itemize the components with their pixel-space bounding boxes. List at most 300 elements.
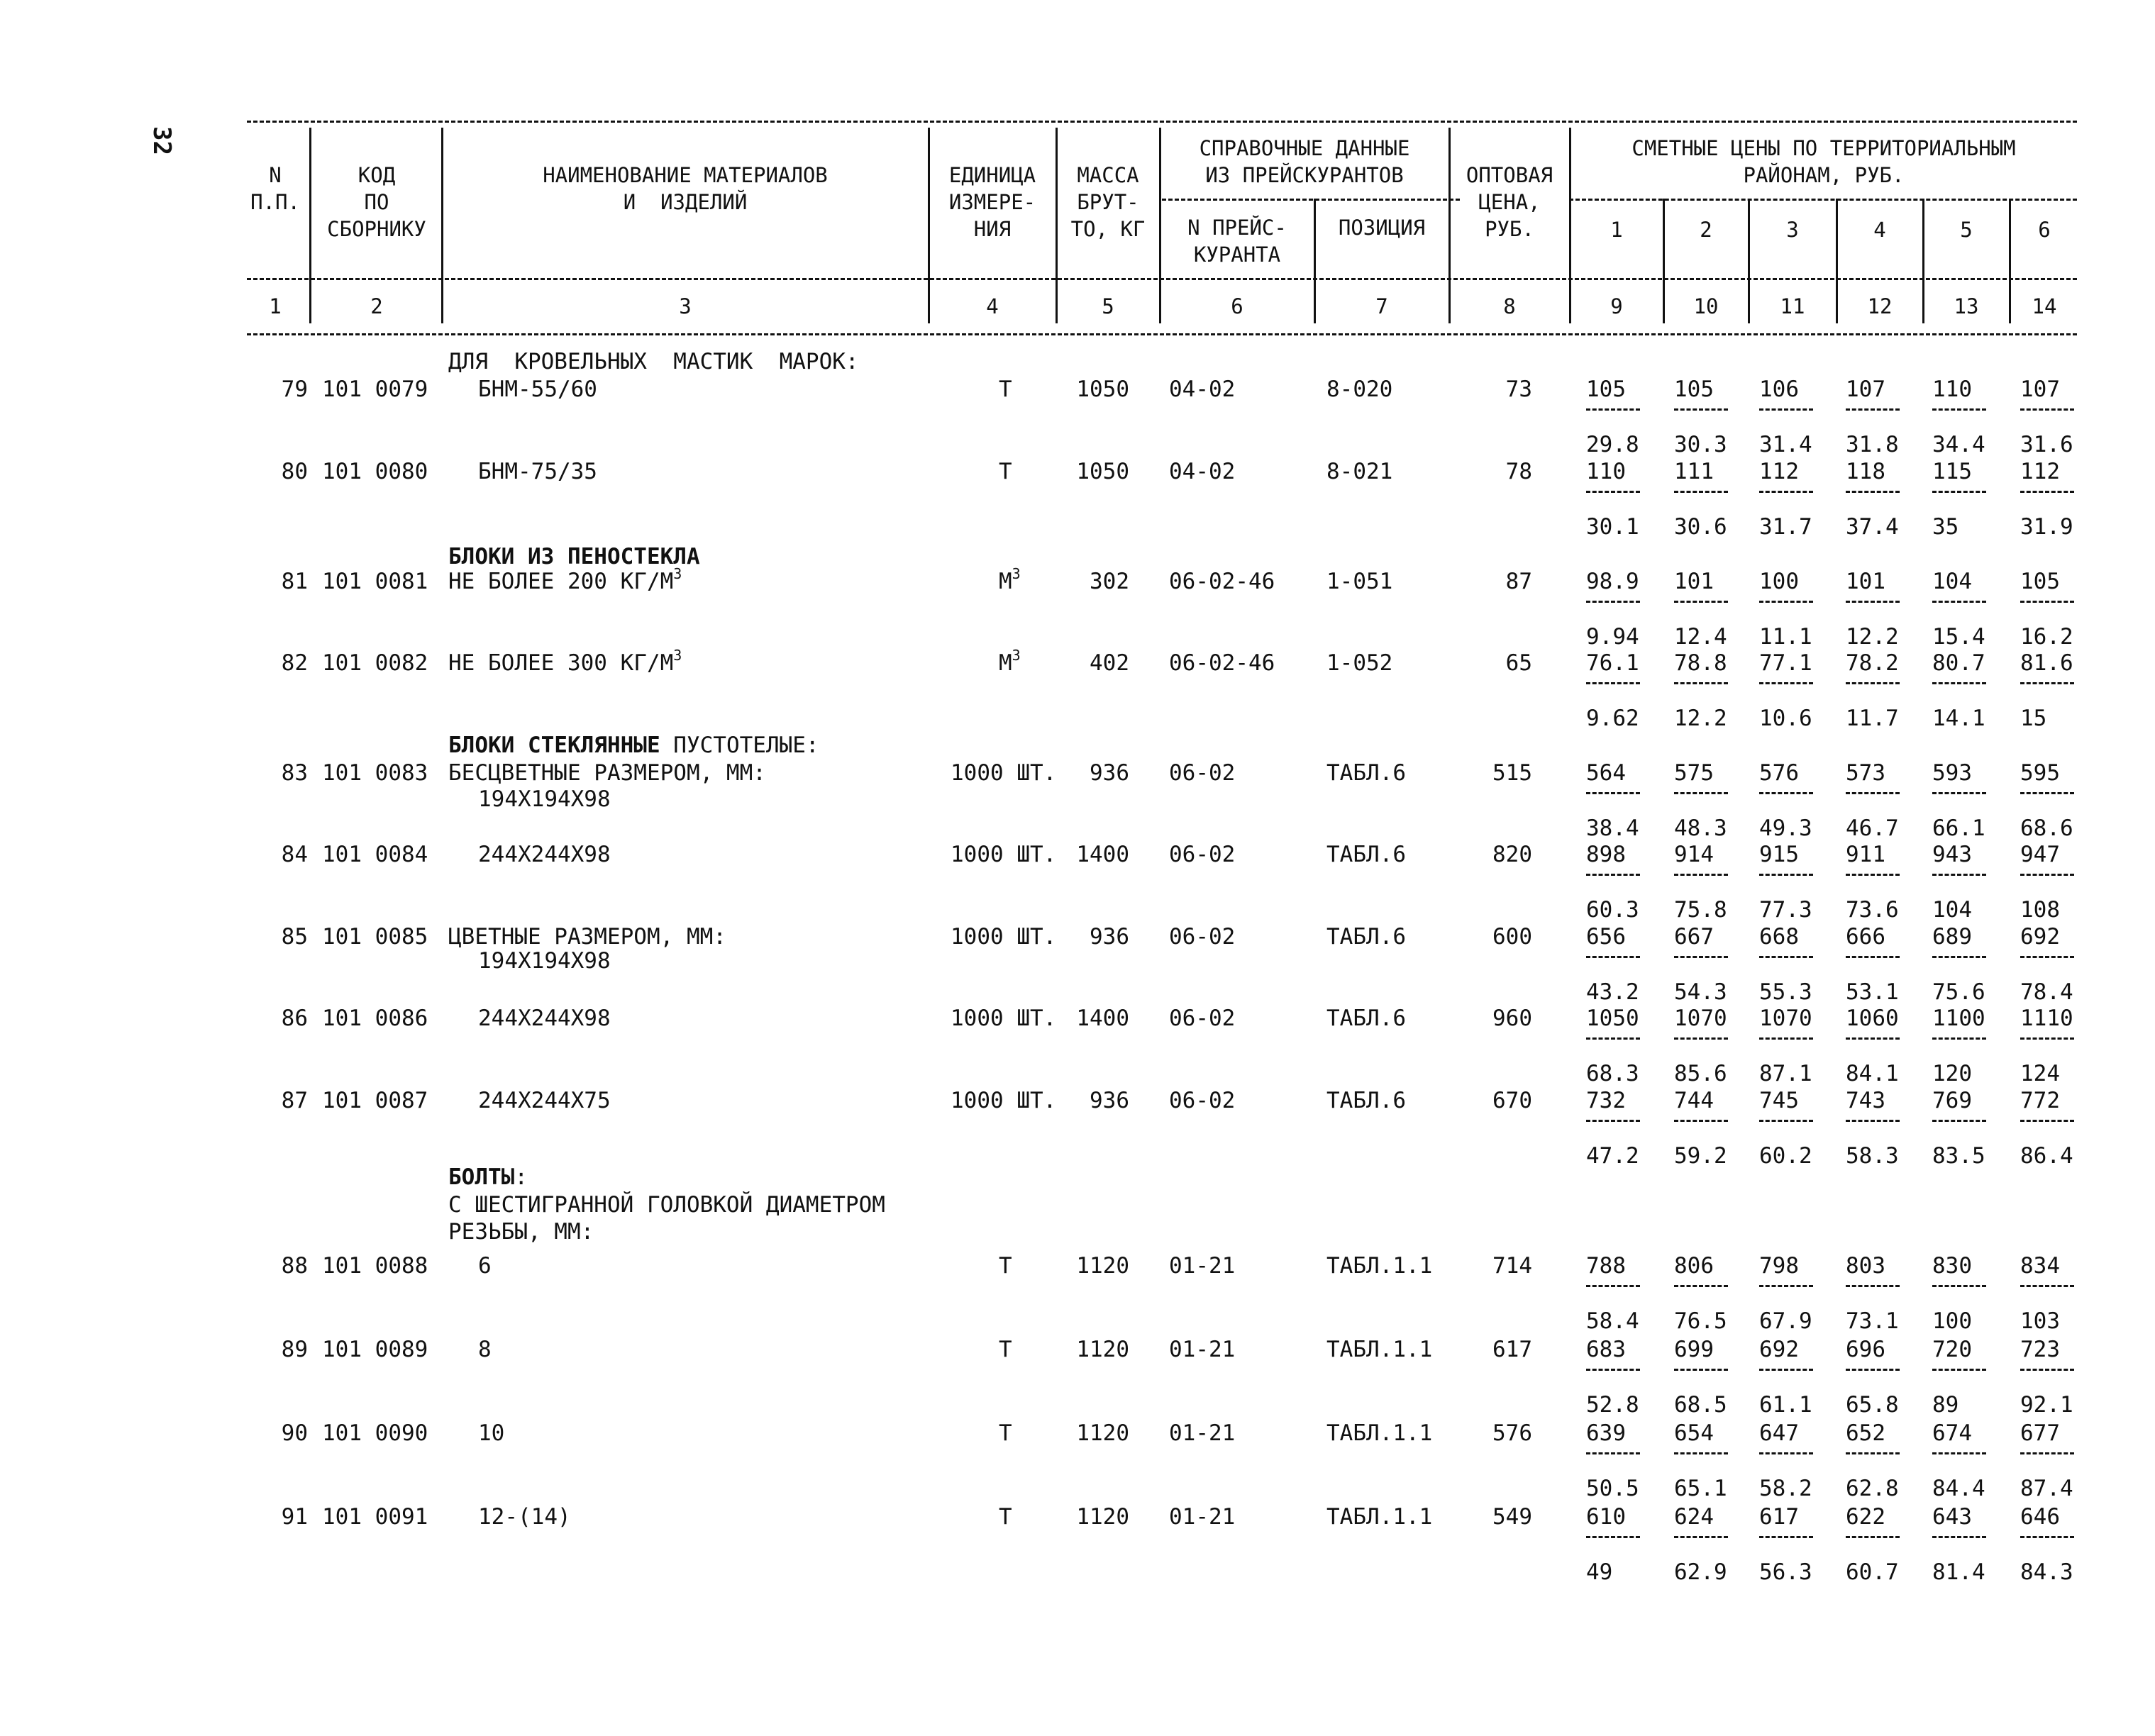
row-name-text: НЕ БОЛЕЕ 200 КГ/М — [448, 569, 674, 594]
header-rule-1 — [247, 278, 2077, 280]
row-unit-text: М — [999, 650, 1012, 676]
row-region-6-labor: 108 — [2020, 897, 2060, 923]
row-region-5-labor: 15.4 — [1932, 624, 1985, 650]
row-unit-text: М — [999, 569, 1012, 594]
row-region-3-price: 106 — [1759, 377, 1799, 402]
row-position: 8-020 — [1326, 377, 1393, 402]
row-region-1-price: 564 — [1586, 760, 1626, 786]
row-region-3-labor: 87.1 — [1759, 1061, 1812, 1086]
row-name — [448, 565, 682, 594]
row-unit — [951, 844, 1056, 866]
row-region-4-price: 101 — [1846, 569, 1885, 594]
row-region-3-fraction-line — [1759, 1369, 1813, 1371]
row-number: 83 — [281, 760, 308, 786]
row-region-4-fraction-line — [1846, 601, 1900, 603]
header-col-9-14-group-line-0: СМЕТНЫЕ ЦЕНЫ ПО ТЕРРИТОРИАЛЬНЫМ — [1632, 136, 2016, 160]
section-bolts-rest: : — [514, 1164, 528, 1190]
row-unit-text: 1000 ШТ. — [951, 1088, 1057, 1113]
row-unit — [999, 461, 1012, 483]
row-unit-text: Т — [999, 1337, 1012, 1362]
column-rule-8 — [1663, 199, 1665, 323]
row-wholesale-price: 78 — [1505, 459, 1532, 484]
row-region-1-labor: 49 — [1586, 1559, 1613, 1585]
header-col-4-line-1: ИЗМЕРЕ- — [948, 190, 1036, 214]
row-region-6-price: 834 — [2020, 1253, 2060, 1279]
header-col-4-line-2: НИЯ — [973, 217, 1012, 241]
row-number: 90 — [281, 1420, 308, 1446]
row-price-list: 01-21 — [1169, 1253, 1236, 1279]
header-col-number-2: 2 — [370, 294, 383, 318]
row-name-superscript: 3 — [673, 565, 682, 582]
row-region-3-labor: 58.2 — [1759, 1476, 1812, 1501]
row-region-2-labor: 30.3 — [1674, 432, 1727, 457]
row-mass: 402 — [1090, 650, 1129, 676]
row-region-4-fraction-line — [1846, 1452, 1900, 1454]
row-region-6-fraction-line — [2020, 1452, 2074, 1454]
row-region-6-fraction-line — [2020, 874, 2074, 876]
row-name-text: 244X244X75 — [478, 1088, 611, 1113]
row-code: 101 0079 — [322, 377, 428, 402]
row-region-5-price: 115 — [1932, 459, 1972, 484]
row-region-1-labor: 38.4 — [1586, 816, 1639, 841]
row-region-5-price: 943 — [1932, 842, 1972, 867]
row-region-6-labor: 78.4 — [2020, 979, 2073, 1005]
row-mass: 936 — [1090, 924, 1129, 950]
row-region-2-labor: 68.5 — [1674, 1392, 1727, 1418]
row-region-3-fraction-line — [1759, 1037, 1813, 1040]
row-region-5-fraction-line — [1932, 491, 1986, 493]
row-region-2-fraction-line — [1674, 1369, 1728, 1371]
row-region-5-labor: 120 — [1932, 1061, 1972, 1086]
row-region-4-fraction-line — [1846, 491, 1900, 493]
header-col-8 — [1450, 162, 1569, 243]
row-region-3-price: 77.1 — [1759, 650, 1812, 676]
row-region-1-labor: 52.8 — [1586, 1392, 1639, 1418]
row-region-1-price: 639 — [1586, 1420, 1626, 1446]
header-col-4-line-0: ЕДИНИЦА — [948, 163, 1036, 187]
row-region-1-fraction-line — [1586, 682, 1640, 684]
row-code: 101 0084 — [322, 842, 428, 867]
row-region-6-labor: 103 — [2020, 1308, 2060, 1334]
row-region-3-price: 112 — [1759, 459, 1799, 484]
row-region-2-labor: 85.6 — [1674, 1061, 1727, 1086]
row-region-1-fraction-line — [1586, 956, 1640, 958]
row-region-5-fraction-line — [1932, 956, 1986, 958]
row-region-5-price: 104 — [1932, 569, 1972, 594]
row-code: 101 0086 — [322, 1006, 428, 1031]
row-price-list: 06-02 — [1169, 924, 1236, 950]
row-number: 86 — [281, 1006, 308, 1031]
row-number: 79 — [281, 377, 308, 402]
row-region-4-labor: 62.8 — [1846, 1476, 1899, 1501]
row-region-2-fraction-line — [1674, 1120, 1728, 1122]
row-region-1-labor: 47.2 — [1586, 1143, 1639, 1169]
row-name — [478, 1090, 611, 1112]
row-region-6-fraction-line — [2020, 792, 2074, 794]
row-wholesale-price: 617 — [1492, 1337, 1532, 1362]
row-region-5-price: 1100 — [1932, 1006, 1985, 1031]
header-col-6-7-group-line-1: ИЗ ПРЕЙСКУРАНТОВ — [1205, 163, 1404, 187]
column-rule-0 — [309, 128, 311, 323]
row-code: 101 0080 — [322, 459, 428, 484]
header-col-5-line-2: ТО, КГ — [1070, 217, 1146, 241]
row-region-3-labor: 55.3 — [1759, 979, 1812, 1005]
row-region-4-fraction-line — [1846, 874, 1900, 876]
row-name-text: БНМ-75/35 — [478, 459, 597, 484]
row-region-5-labor: 83.5 — [1932, 1143, 1985, 1169]
row-name-text: 12-(14) — [478, 1504, 571, 1530]
row-mass: 1050 — [1076, 459, 1129, 484]
row-region-4-price: 743 — [1846, 1088, 1885, 1113]
row-region-1-fraction-line — [1586, 408, 1640, 411]
row-wholesale-price: 600 — [1492, 924, 1532, 950]
header-col-3 — [443, 162, 928, 216]
row-mass: 936 — [1090, 760, 1129, 786]
row-region-5-fraction-line — [1932, 1285, 1986, 1287]
row-region-5-price: 769 — [1932, 1088, 1972, 1113]
row-region-1-labor: 68.3 — [1586, 1061, 1639, 1086]
row-wholesale-price: 960 — [1492, 1006, 1532, 1031]
header-col-2-line-1: ПО — [364, 190, 389, 214]
header-region-6: 6 — [2038, 218, 2051, 242]
row-region-2-fraction-line — [1674, 792, 1728, 794]
row-region-6-price: 772 — [2020, 1088, 2060, 1113]
row-region-4-price: 911 — [1846, 842, 1885, 867]
header-col-2 — [312, 162, 441, 243]
row-unit — [999, 1339, 1012, 1361]
row-region-2-price: 744 — [1674, 1088, 1714, 1113]
row-region-6-fraction-line — [2020, 408, 2074, 411]
row-region-4-labor: 60.7 — [1846, 1559, 1899, 1585]
row-mass: 1050 — [1076, 377, 1129, 402]
row-region-6-fraction-line — [2020, 1037, 2074, 1040]
row-region-3-fraction-line — [1759, 792, 1813, 794]
header-col-number-14: 14 — [2032, 294, 2057, 318]
row-region-3-labor: 60.2 — [1759, 1143, 1812, 1169]
row-number: 89 — [281, 1337, 308, 1362]
row-region-4-fraction-line — [1846, 1369, 1900, 1371]
row-region-4-fraction-line — [1846, 682, 1900, 684]
row-region-5-labor: 14.1 — [1932, 706, 1985, 731]
row-region-5-labor: 34.4 — [1932, 432, 1985, 457]
header-col-6 — [1160, 214, 1314, 268]
row-region-6-price: 107 — [2020, 377, 2060, 402]
row-region-1-labor: 58.4 — [1586, 1308, 1639, 1334]
row-wholesale-price: 515 — [1492, 760, 1532, 786]
header-col-8-line-2: РУБ. — [1485, 217, 1534, 241]
header-region-2: 2 — [1700, 218, 1712, 242]
row-region-6-labor: 92.1 — [2020, 1392, 2073, 1418]
row-region-5-labor: 89 — [1932, 1392, 1959, 1418]
header-region-3: 3 — [1786, 218, 1799, 242]
row-region-5-price: 643 — [1932, 1504, 1972, 1530]
row-name — [448, 926, 726, 948]
row-region-5-labor: 84.4 — [1932, 1476, 1985, 1501]
row-region-6-fraction-line — [2020, 601, 2074, 603]
row-region-1-fraction-line — [1586, 1536, 1640, 1538]
row-region-5-labor: 81.4 — [1932, 1559, 1985, 1585]
row-mass: 1120 — [1076, 1253, 1129, 1279]
row-number: 80 — [281, 459, 308, 484]
row-region-2-labor: 65.1 — [1674, 1476, 1727, 1501]
row-unit — [999, 647, 1021, 676]
row-region-3-fraction-line — [1759, 1120, 1813, 1122]
row-region-2-fraction-line — [1674, 682, 1728, 684]
row-code: 101 0081 — [322, 569, 428, 594]
row-region-5-price: 689 — [1932, 924, 1972, 950]
row-unit-text: 1000 ШТ. — [951, 760, 1057, 786]
row-region-6-price: 677 — [2020, 1420, 2060, 1446]
row-region-4-price: 78.2 — [1846, 650, 1899, 676]
row-region-3-labor: 67.9 — [1759, 1308, 1812, 1334]
row-region-4-labor: 73.1 — [1846, 1308, 1899, 1334]
header-region-1: 1 — [1610, 218, 1623, 242]
row-number: 82 — [281, 650, 308, 676]
row-region-1-price: 732 — [1586, 1088, 1626, 1113]
row-number: 85 — [281, 924, 308, 950]
row-region-6-labor: 87.4 — [2020, 1476, 2073, 1501]
row-price-list: 06-02-46 — [1169, 569, 1275, 594]
row-name — [478, 1506, 571, 1528]
row-region-5-labor: 100 — [1932, 1308, 1972, 1334]
section-foam-glass-heading: БЛОКИ ИЗ ПЕНОСТЕКЛА — [448, 544, 700, 569]
header-col-number-4: 4 — [986, 294, 999, 318]
row-code: 101 0091 — [322, 1504, 428, 1530]
row-region-1-labor: 9.62 — [1586, 706, 1639, 731]
header-region-4: 4 — [1873, 218, 1886, 242]
header-col-number-10: 10 — [1693, 294, 1719, 318]
row-name — [478, 1420, 505, 1446]
row-unit-text: Т — [999, 1420, 1012, 1446]
row-region-2-labor: 59.2 — [1674, 1143, 1727, 1169]
row-code: 101 0090 — [322, 1420, 428, 1446]
row-wholesale-price: 820 — [1492, 842, 1532, 867]
row-code: 101 0083 — [322, 760, 428, 786]
row-mass: 936 — [1090, 1088, 1129, 1113]
row-85-name-line2: 194X194X98 — [478, 948, 611, 974]
row-region-4-price: 622 — [1846, 1504, 1885, 1530]
row-region-6-labor: 15 — [2020, 706, 2047, 731]
row-region-1-labor: 9.94 — [1586, 624, 1639, 650]
row-region-4-labor: 11.7 — [1846, 706, 1899, 731]
row-name-text: 8 — [478, 1337, 492, 1362]
row-region-2-labor: 75.8 — [1674, 897, 1727, 923]
row-region-6-fraction-line — [2020, 1285, 2074, 1287]
row-region-1-fraction-line — [1586, 1452, 1640, 1454]
row-name-text: 10 — [478, 1420, 505, 1446]
row-price-list: 04-02 — [1169, 377, 1236, 402]
row-region-1-fraction-line — [1586, 601, 1640, 603]
row-position: ТАБЛ.1.1 — [1326, 1337, 1433, 1362]
row-region-6-fraction-line — [2020, 682, 2074, 684]
header-col-1-line-0: N — [269, 163, 282, 187]
section-glass-blocks-rest: ПУСТОТЕЛЫЕ: — [660, 733, 819, 758]
row-region-2-labor: 76.5 — [1674, 1308, 1727, 1334]
row-region-1-price: 76.1 — [1586, 650, 1639, 676]
row-region-1-fraction-line — [1586, 792, 1640, 794]
row-code: 101 0088 — [322, 1253, 428, 1279]
row-region-6-fraction-line — [2020, 491, 2074, 493]
row-region-4-labor: 53.1 — [1846, 979, 1899, 1005]
row-region-5-price: 593 — [1932, 760, 1972, 786]
row-region-2-fraction-line — [1674, 1536, 1728, 1538]
row-region-6-fraction-line — [2020, 1120, 2074, 1122]
row-region-2-fraction-line — [1674, 1452, 1728, 1454]
row-region-2-price: 101 — [1674, 569, 1714, 594]
row-region-6-price: 692 — [2020, 924, 2060, 950]
row-region-3-fraction-line — [1759, 1452, 1813, 1454]
row-region-6-fraction-line — [2020, 1369, 2074, 1371]
row-region-3-labor: 11.1 — [1759, 624, 1812, 650]
row-region-4-fraction-line — [1846, 1037, 1900, 1040]
row-region-3-fraction-line — [1759, 1285, 1813, 1287]
column-rule-2 — [928, 128, 930, 323]
column-rule-11 — [1922, 199, 1924, 323]
column-rule-12 — [2009, 199, 2011, 323]
section-mastic-heading: ДЛЯ КРОВЕЛЬНЫХ МАСТИК МАРОК: — [448, 349, 859, 374]
row-mass: 1400 — [1076, 842, 1129, 867]
row-number: 81 — [281, 569, 308, 594]
header-rule-3 — [1162, 199, 1460, 201]
row-region-3-labor: 10.6 — [1759, 706, 1812, 731]
row-region-1-price: 683 — [1586, 1337, 1626, 1362]
row-unit-text: 1000 ШТ. — [951, 924, 1057, 950]
row-unit-text: 1000 ШТ. — [951, 1006, 1057, 1031]
row-region-2-labor: 30.6 — [1674, 514, 1727, 540]
row-region-1-fraction-line — [1586, 1285, 1640, 1287]
row-region-3-price: 576 — [1759, 760, 1799, 786]
header-col-number-8: 8 — [1503, 294, 1516, 318]
row-name — [478, 379, 597, 401]
row-name-superscript: 3 — [673, 647, 682, 664]
row-region-3-fraction-line — [1759, 1536, 1813, 1538]
row-83-name-line2: 194X194X98 — [478, 786, 611, 812]
row-region-1-fraction-line — [1586, 491, 1640, 493]
row-region-4-price: 107 — [1846, 377, 1885, 402]
row-region-3-fraction-line — [1759, 491, 1813, 493]
row-mass: 302 — [1090, 569, 1129, 594]
row-region-2-price: 806 — [1674, 1253, 1714, 1279]
row-region-3-fraction-line — [1759, 682, 1813, 684]
row-region-3-fraction-line — [1759, 408, 1813, 411]
row-unit — [999, 379, 1012, 401]
row-region-5-labor: 75.6 — [1932, 979, 1985, 1005]
header-col-2-line-2: СБОРНИКУ — [327, 217, 426, 241]
row-region-6-price: 595 — [2020, 760, 2060, 786]
row-region-2-fraction-line — [1674, 956, 1728, 958]
row-region-3-price: 692 — [1759, 1337, 1799, 1362]
row-region-2-price: 78.8 — [1674, 650, 1727, 676]
header-col-4 — [929, 162, 1056, 243]
row-region-5-price: 830 — [1932, 1253, 1972, 1279]
row-name-text: НЕ БОЛЕЕ 300 КГ/М — [448, 650, 674, 676]
header-rule-0 — [247, 121, 2077, 123]
header-col-2-line-0: КОД — [358, 163, 396, 187]
row-region-4-price: 1060 — [1846, 1006, 1899, 1031]
header-col-6-line-1: КУРАНТА — [1193, 243, 1281, 267]
column-rule-1 — [441, 128, 443, 323]
row-region-5-fraction-line — [1932, 408, 1986, 411]
row-region-4-price: 696 — [1846, 1337, 1885, 1362]
row-wholesale-price: 714 — [1492, 1253, 1532, 1279]
header-col-6-7-group-line-0: СПРАВОЧНЫЕ ДАННЫЕ — [1199, 136, 1410, 160]
row-unit-text: Т — [999, 1504, 1012, 1530]
header-col-1-line-1: П.П. — [250, 190, 300, 214]
header-col-9-14-group — [1570, 135, 2077, 189]
row-mass: 1120 — [1076, 1504, 1129, 1530]
row-region-5-fraction-line — [1932, 874, 1986, 876]
row-position: 1-052 — [1326, 650, 1393, 676]
row-region-4-fraction-line — [1846, 1536, 1900, 1538]
row-unit — [951, 1008, 1056, 1030]
row-name-text: 244X244X98 — [478, 1006, 611, 1031]
header-col-number-12: 12 — [1867, 294, 1893, 318]
row-name — [478, 461, 597, 483]
header-col-9-14-group-line-1: РАЙОНАМ, РУБ. — [1743, 163, 1905, 187]
row-region-4-labor: 31.8 — [1846, 432, 1899, 457]
row-region-6-price: 723 — [2020, 1337, 2060, 1362]
column-rule-9 — [1748, 199, 1750, 323]
row-mass: 1120 — [1076, 1337, 1129, 1362]
row-region-5-price: 674 — [1932, 1420, 1972, 1446]
header-col-1 — [241, 162, 309, 216]
row-region-5-price: 80.7 — [1932, 650, 1985, 676]
row-region-6-fraction-line — [2020, 1536, 2074, 1538]
column-rule-3 — [1056, 128, 1058, 323]
row-name-text: 6 — [478, 1253, 492, 1279]
column-rule-7 — [1569, 128, 1571, 323]
row-region-5-fraction-line — [1932, 1369, 1986, 1371]
row-region-3-price: 798 — [1759, 1253, 1799, 1279]
row-region-6-price: 112 — [2020, 459, 2060, 484]
row-name — [478, 844, 611, 866]
row-region-5-labor: 104 — [1932, 897, 1972, 923]
header-col-7 — [1315, 214, 1448, 241]
row-position: ТАБЛ.1.1 — [1326, 1253, 1433, 1279]
row-region-3-price: 745 — [1759, 1088, 1799, 1113]
row-region-4-price: 573 — [1846, 760, 1885, 786]
row-region-5-labor: 35 — [1932, 514, 1959, 540]
row-name — [478, 1339, 492, 1361]
row-region-4-labor: 73.6 — [1846, 897, 1899, 923]
row-unit-text: Т — [999, 377, 1012, 402]
row-region-6-labor: 68.6 — [2020, 816, 2073, 841]
row-region-5-fraction-line — [1932, 601, 1986, 603]
row-region-2-labor: 12.4 — [1674, 624, 1727, 650]
row-price-list: 06-02-46 — [1169, 650, 1275, 676]
header-col-number-9: 9 — [1610, 294, 1623, 318]
row-region-2-price: 654 — [1674, 1420, 1714, 1446]
row-unit — [951, 926, 1056, 948]
row-name — [448, 762, 766, 784]
row-name — [478, 1008, 611, 1030]
row-price-list: 01-21 — [1169, 1337, 1236, 1362]
header-col-3-line-1: И ИЗДЕЛИЙ — [623, 190, 748, 214]
header-col-5-line-1: БРУТ- — [1077, 190, 1139, 214]
row-region-4-price: 652 — [1846, 1420, 1885, 1446]
row-position: ТАБЛ.6 — [1326, 924, 1406, 950]
row-region-6-fraction-line — [2020, 956, 2074, 958]
row-region-2-labor: 48.3 — [1674, 816, 1727, 841]
row-position: ТАБЛ.1.1 — [1326, 1420, 1433, 1446]
row-unit-superscript: 3 — [1012, 565, 1021, 582]
section-glass-blocks-heading — [448, 735, 819, 757]
row-region-6-price: 947 — [2020, 842, 2060, 867]
row-region-6-labor: 84.3 — [2020, 1559, 2073, 1585]
row-region-4-fraction-line — [1846, 956, 1900, 958]
row-region-4-price: 118 — [1846, 459, 1885, 484]
header-rule-2 — [247, 333, 2077, 335]
